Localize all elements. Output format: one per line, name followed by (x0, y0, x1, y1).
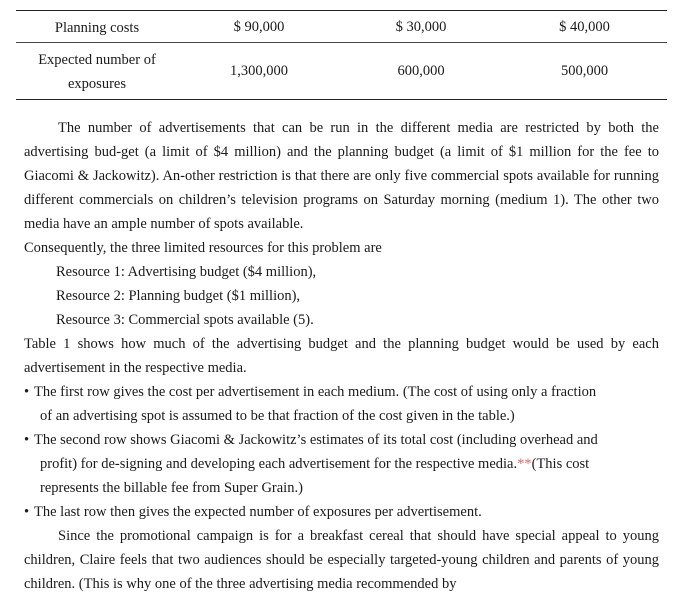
table-row-planning-costs (16, 11, 667, 43)
bullet-line: represents the billable fee from Super Grain.) (40, 480, 303, 496)
cell-value: $ 40,000 (559, 18, 610, 35)
highlight-marker: ** (517, 456, 532, 472)
paragraph-promotional-campaign: Since the promotional campaign is for a breakfast cereal that should have special appeal to young children, Claire feels that two audiences should be especially targeted-young children and parents of young children. (This is why one of the three advertising media recommended by (24, 528, 659, 592)
resource-3: Resource 3: Commercial spots available (5). (56, 312, 314, 328)
bullet-last-row (24, 500, 659, 524)
bullet-line: The first row gives the cost per advertisement in each medium. (The cost of using only a fraction (34, 384, 597, 400)
row-label-line2: exposures (68, 76, 126, 92)
bullet-text (34, 428, 659, 500)
cell-value: 600,000 (397, 63, 445, 79)
table-row-exposures (16, 43, 667, 99)
bullet-text: The last row then gives the expected number of exposures per advertisement. (34, 504, 482, 520)
bullet-first-row (24, 380, 659, 428)
bullet-icon: • (24, 384, 30, 400)
paragraph-budget-restrictions: The number of advertisements that can be run in the different media are restricted by both the advertising bud-get (a limit of $4 million) and the planning budget (a limit of $1 million for the fee to Giacomi & Jackowitz). An-other restriction is that there are only five commercial spots available for running different commercials on children’s television programs on Saturday morning (medium 1). The other two media have an ample number of spots available. (24, 120, 659, 232)
cell-value: $ 30,000 (395, 18, 447, 35)
bullet-icon: • (24, 504, 30, 520)
bullet-line: of an advertising spot is assumed to be that fraction of the cost given in the table.) (40, 408, 515, 424)
bullet-second-row (24, 428, 659, 500)
bullet-icon: • (24, 432, 30, 448)
bullet-text (34, 380, 659, 428)
paragraph-table-description: Table 1 shows how much of the advertising budget and the planning budget would be used by each advertisement in the respective media. (24, 336, 659, 376)
row-label (16, 46, 178, 96)
bullet-line-part: (This cost (531, 456, 590, 472)
row-label: Planning costs (54, 19, 140, 36)
cell-value: 1,300,000 (230, 63, 288, 79)
body-text (24, 116, 659, 596)
cell-value: $ 90,000 (233, 18, 285, 35)
bullet-line (34, 452, 659, 476)
bullet-line: The second row shows Giacomi & Jackowitz’s estimates of its total cost (including overhead and (34, 432, 598, 448)
cell-value: 500,000 (560, 63, 609, 79)
paragraph-limited-resources: Consequently, the three limited resources for this problem are (24, 240, 382, 256)
resource-2: Resource 2: Planning budget ($1 million), (56, 288, 301, 304)
bullet-line-part: profit) for de-signing and developing each advertisement for the respective media. (40, 456, 518, 472)
data-table (16, 10, 667, 100)
row-label-line1: Expected number of (38, 52, 156, 68)
resource-1: Resource 1: Advertising budget ($4 million), (56, 264, 317, 280)
